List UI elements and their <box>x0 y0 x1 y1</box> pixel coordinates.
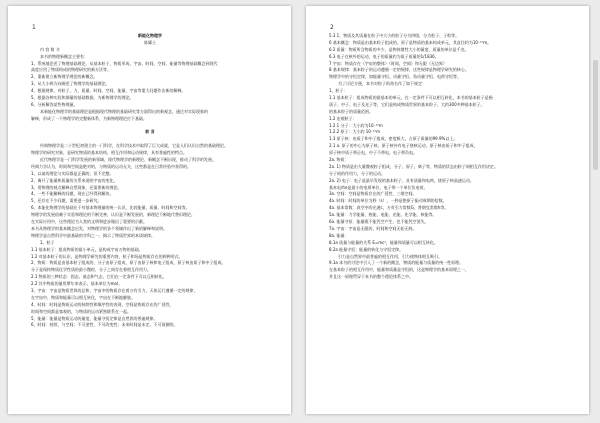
text-line: 3、从大小两方向阐述了物理学的基础理论。 <box>31 81 110 87</box>
document-page-left <box>8 6 291 414</box>
text-line: 前 言 <box>145 129 155 135</box>
text-line: 2、离开了能量和质量的关系来说明宇宙的变化。 <box>31 177 118 183</box>
text-line: 2a. 2) 电子：电子是最早发现的基本粒子，具有质量和电荷，绕原子核高速运动。 <box>329 177 474 183</box>
text-line: 1、粒子 <box>40 239 55 245</box>
text-line <box>31 123 269 130</box>
text-line: 引力是自然界中最普遍的相互作用，引力使物体相互吸引。 <box>338 253 442 259</box>
text-line <box>31 136 269 143</box>
text-line: 6、时间：持续，与空间；不可逆性，不可改变性；未来时间是未定，不可预测的。 <box>31 322 178 328</box>
scrollbar-thumb[interactable] <box>593 60 598 170</box>
text-line: 本书从物理学的基本概念出发，对物理学的各个领域作出了新的解释和说明。 <box>31 225 167 231</box>
text-line: 3、宇宙：宇宙是物质世界的总和，宇宙中的物质存在着万有引力，天体运行遵循一定的规律， <box>31 287 198 293</box>
page-text-body <box>31 33 269 329</box>
text-line: 5、还存在不少问题，需要进一步研究。 <box>31 198 102 204</box>
page-text-body <box>329 33 567 281</box>
text-line: 4a. 基本常数：真空中的光速c，万有引力常数G，普朗克常数h等。 <box>329 205 449 211</box>
text-line: 5a. 能量：力学能量、热能、电能、光能、化学能、核能等。 <box>329 212 437 218</box>
text-line: 2.1 a. 原子的中心为原子核，原子核外有电子绕核运动，原子核由质子和中子组成， <box>329 143 478 149</box>
text-line: 1、系统地论述了物理基础理论，从基本粒子，物质形成、宇宙、时间、空间、能量等物理基础概念到现代 <box>31 60 218 66</box>
text-line: 4a. 时间：时间的单位为秒（s），一秒是铯原子振动周期的倍数。 <box>329 198 447 204</box>
text-line: 经典力学认为，时间和空间是绝对的，与物质的运动无关，这些都是在日常经验中获得的。 <box>31 163 191 169</box>
text-line: 经典物理学是二十世纪初建立的一门科学，在科学技术中取得了巨大成就，它是人们认识自然的基础理论。 <box>40 143 228 149</box>
text-line: 2a. 物质： <box>329 157 349 163</box>
text-line: 新能化物理学 <box>138 33 162 38</box>
text-line: 7 宇宙：物质存在（宇宙的整体）（时间、空间）和无限（无边界） <box>329 60 447 66</box>
text-line: 1.2.2 原子：大小约 10⁻¹⁰m <box>329 129 381 135</box>
document-page-right <box>306 6 589 414</box>
text-line: 6、本能化物理学的基础在于对基本物理量的统一认识，比较能量、质量、时间和空间等。 <box>31 205 190 211</box>
text-line: 9.1a 本书的讨论中引入了一个新的概念，物质的能量与质量的统一性原理。 <box>329 260 464 266</box>
text-line: 分子间的作用力，分子的运动。 <box>329 170 385 176</box>
text-line: 5、能量：能量是物质运动的量度，能量守恒定律是自然界的普遍规律。 <box>31 315 158 321</box>
page-number: 1 <box>32 24 36 31</box>
text-line: 1.3 原子核：由质子和中子组成，密度极大，占原子质量的99.9%以上。 <box>329 136 458 142</box>
text-line: 1、粒子： <box>329 88 348 94</box>
text-line: 3a. 空间：空间是物质存在的广延性，三维空间。 <box>329 191 417 197</box>
text-line: 解释，形成了一个物理学的完整新体系，为新物理理论打下基础。 <box>31 115 147 121</box>
text-line: 1.2 宏观粒子： <box>329 115 357 121</box>
text-line: 近代物理学是一门科学发展的新领域，现代物理学的新理论、新概念不断出现，推动了科学的发展。 <box>40 157 216 163</box>
text-line: 2.2 其中物质的量用摩尔来表示，基本单位为mol。 <box>31 281 123 287</box>
text-line: 4、一些不能解释的问题，现在已经得到解决。 <box>31 191 114 197</box>
text-line: 2a. 1) 物质是由大量微观粒子组成，分子、原子、离子等，物质的状态由粒子间相互作用决定。 <box>329 163 498 169</box>
text-line: 1.1 基本粒子：组成物质的最小单元，是构成宇宙万物的基础。 <box>31 246 143 252</box>
text-line: 本新能化物理学的基础理论是根据现代物理的基础研究等方面得出的新观念，通过对实际现象的 <box>40 108 208 114</box>
text-line: 3、用物理的观点解释自然现象，还需要新的理论。 <box>31 184 122 190</box>
text-line: 物理学的研究对象，是研究物质的基本结构、相互作用和运动规律，具有普遍性的特点。 <box>31 150 187 156</box>
text-line: 8a. 能量： <box>329 232 349 238</box>
text-line: 在实际应用中，这些理论为人类的文明和进步做出了重要的贡献。 <box>31 219 147 225</box>
text-line: 6 基本概念：物质是由基本粒子组成的，原子是物质的基本构成单元，其直径约为10⁻¹⁰m。 <box>329 39 492 45</box>
text-line: 高度应用了物质构成的物理研究的新方法等。 <box>31 67 111 73</box>
text-line: 2、重新建立新物理学理论的新概念。 <box>31 74 98 80</box>
text-line: 物理学的发展依赖于实验和理论的不断完善，认识是不断发展的，新理论不断地代替旧理论。 <box>31 212 195 218</box>
text-line: 在宇宙中，物质和能量可以相互转化，宇宙在不断地膨胀。 <box>31 294 135 300</box>
text-line: 1.2.1 分子：大小约为10⁻¹⁰m <box>329 122 383 128</box>
text-line: 内 容 简 介 <box>40 46 60 52</box>
text-line: 并且这一原理贯穿于本书的整个理论体系之中。 <box>329 274 413 280</box>
text-line: 分子是保持物质化学性质的最小微粒，分子之间存在着相互作用力。 <box>31 267 151 273</box>
text-line: 物理学中的守恒定律，如能量守恒、动量守恒、角动量守恒、电荷守恒等。 <box>329 74 461 80</box>
text-line: 为了讨论方便，本书对粒子的命名作了如下规定： <box>338 81 426 87</box>
text-line: 基本电荷e是最小的电荷单位，电子带一个单位负电荷。 <box>329 184 428 190</box>
text-line: 7a. 宇宙：宇宙是无限的，时间和空间无始无终。 <box>329 225 417 231</box>
text-line: 4、时间：时间是物质运动的持续性和顺序性的表现，空间是物质存在的广延性。 <box>31 301 174 307</box>
text-line: 6.3 电子在核外的运动，电子的质量约为质子质量的1/1836。 <box>329 53 439 59</box>
text-line: 原子核中质子带正电，中子不带电，电子带负电。 <box>329 150 417 156</box>
text-line: 2、物质：物质是由基本粒子组成的，分子由原子组成，原子由原子核和电子组成，原子核由质子和中子组成。 <box>31 260 226 266</box>
text-line: 1.2 对基本粒子的认识，是物理学研究的重要内容，粒子和场是物质存在的两种形式。 <box>31 253 183 259</box>
text-line: 5、根据各种实验和测量的基础数据，为新物理学的理论。 <box>31 95 134 101</box>
text-line: 8.1a 质量与能量的关系 E=mc²，能量和质量可以相互转化。 <box>329 239 438 245</box>
page-number: 2 <box>330 24 334 31</box>
text-line: 时间和空间都是客观的，与物质的运动紧密联系在一起。 <box>31 308 131 314</box>
text-line: 本书的物理新概念主要有： <box>40 53 88 59</box>
text-line: 8 基本规律：基本粒子的运动遵循一定的规律，这些规律是物理学研究的核心。 <box>329 67 469 73</box>
text-line: 8.2a 能量守恒：能量的转化与守恒定律。 <box>329 246 404 252</box>
text-line: 物理学是自然科学中最基础的学科之一，揭示了物质世界的本质规律。 <box>31 232 155 238</box>
text-line: 1.1 基本粒子：组成物质的最基本的单元，在一定条件下可以相互转化，本书的基本粒子是指 <box>329 95 493 101</box>
text-line: 的基本粒子的质量范围。 <box>329 108 373 114</box>
text-line: 质子、中子、电子及光子等，它们是构成物质世界的基本粒子，大约300多种基本粒子。 <box>329 101 485 107</box>
text-line: 6、分析解答某些物理量。 <box>31 101 78 107</box>
text-line: 2.1 物质的三种状态：固态、液态和气态，它们在一定条件下可以互相转化。 <box>31 274 167 280</box>
text-line: 5.3 1、物质及其质量在粒子中大小的粒子分为四级，分为粒子、子粒等。 <box>329 33 460 38</box>
text-line: 1、以前的理论与实际都是正确的，但不完整。 <box>31 170 114 176</box>
text-line: 6a. 能量守恒：能量既不能凭空产生，也不能凭空消失。 <box>329 219 429 225</box>
text-line: 4、根据规律，对粒子、力、质量、时间、空间、能量、宇宙等重大问题作出新的解释。 <box>31 88 186 94</box>
text-line: 在基本粒子的相互作用中，能量和质量是守恒的，这是物理学的基本原理之一， <box>329 267 469 273</box>
text-line: 6.2 质量：物质所含物质的多少，是物体惯性大小的量度，质量的单位是千克。 <box>329 46 469 52</box>
text-line: 陈耀士 <box>144 39 156 45</box>
